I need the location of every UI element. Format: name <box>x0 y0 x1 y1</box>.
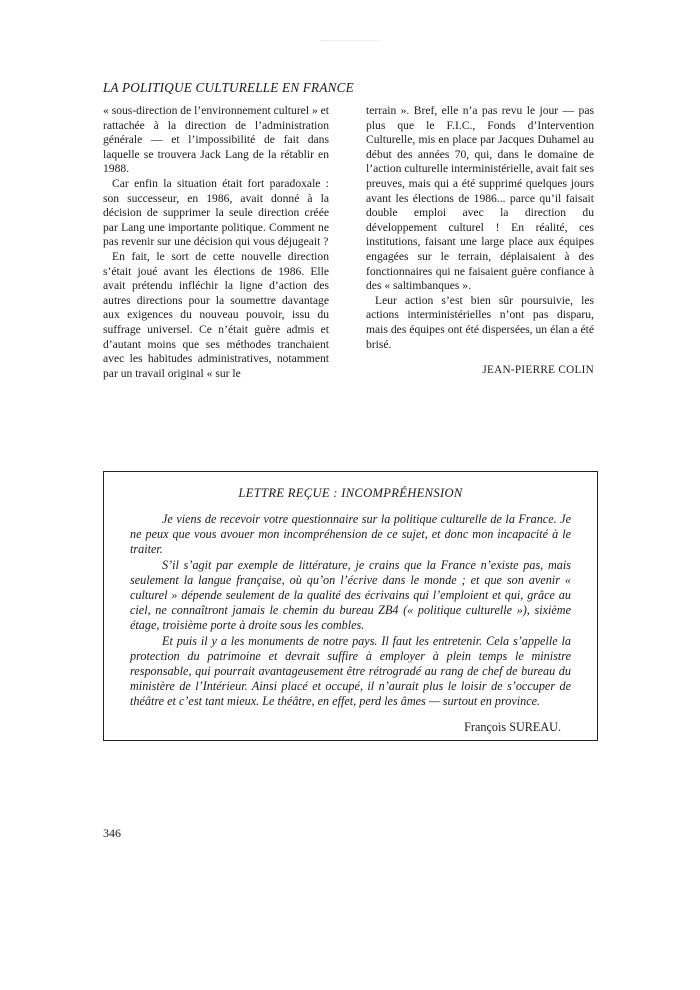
letter-body <box>130 512 571 710</box>
letter-signature-first: François <box>464 719 507 734</box>
letter-signature <box>130 720 571 735</box>
left-paragraph-1: « sous-direction de l’environnement culturel » et rattachée à la direction de l’administration générale — et l’impossibilité de fait dans laquelle se trouvera Jack Lang de la rétablir en 1988. <box>103 104 330 176</box>
letter-signature-last: SUREAU. <box>509 719 561 734</box>
left-column <box>103 104 329 381</box>
right-column <box>366 104 594 378</box>
running-head: LA POLITIQUE CULTURELLE EN FRANCE <box>103 80 354 95</box>
letter-paragraph-1: Je viens de recevoir votre questionnaire sur la politique culturelle de la France. Je ne peux que vous avouer mon incompréhension de ce sujet, et donc mon incapacité à le traiter. <box>130 512 571 557</box>
letter-paragraph-3: Et puis il y a les monuments de notre pays. Il faut les entretenir. Cela s’appelle la protection du patrimoine et devrait suffire à employer à plein temps le ministre responsable, qui pourrait avantageusement être rétrogradé au rang de chef de bureau du ministère de l’Intérieur. Ainsi placé et occupé, il n’aurait plus le loisir de s’occuper de théâtre et c’est tant mieux. Le théâtre, en effet, perd les âmes — surtout en province. <box>130 633 571 709</box>
right-paragraph-2: Leur action s’est bien sûr poursuivie, les actions interministérielles n’ont pas disparu, mais des équipes ont été dispersées, un élan a été brisé. <box>366 293 594 351</box>
article-signature: JEAN-PIERRE COLIN <box>482 364 594 377</box>
letter-title: LETTRE REÇUE : INCOMPRÉHENSION <box>238 486 463 500</box>
right-paragraph-1: terrain ». Bref, elle n’a pas revu le jour — pas plus que le F.I.C., Fonds d’Intervention Culturelle, mis en place par Jacques Duhamel au début des années 70, qui, dans le domaine de l’action culturelle interministérielle, avait fait ses preuves, mais qui a été supprimé quelques jours avant les élections de 1986... parce qu’il faisait double emploi avec la direction du développement culturel ! En réalité, ces institutions, faisant une large place aux équipes engagées sur le terrain, déplaisaient à des fonctionnaires qui ne faisaient guère confiance à des « saltimbanques ». <box>366 104 594 293</box>
letter-box <box>103 471 598 741</box>
scan-artifact <box>320 40 380 42</box>
page-number: 346 <box>103 826 121 840</box>
letter-paragraph-2: S’il s’agit par exemple de littérature, je crains que la France n’existe pas, mais seulement la langue française, où qu’on l’écrive dans le monde ; et que son avenir « culturel » dépende seulement de la qualité des écrivains qui l’emploient et qui, grâce au ciel, ne connaîtront jamais le chemin du bureau ZB4 (« politique culturelle »), sixième étage, troisième porte à droite sous les combles. <box>130 557 571 633</box>
left-paragraph-2: Car enfin la situation était fort paradoxale : son successeur, en 1986, avait donné à la décision de supprimer la seule direction créée par Lang une importante politique. Comment ne pas revenir sur une décision qui vous déjugeait ? <box>103 176 329 249</box>
left-paragraph-3: En fait, le sort de cette nouvelle direction s’était joué avant les élections de 1986. Elle avait prétendu infléchir la ligne d’action des autres directions pour la soumettre davantage aux exigences du nouveau pouvoir, issu du suffrage universel. Ce n’était guère admis et d’autant moins que ses méthodes tranchaient avec les habitudes administratives, notamment par un travail original « sur le <box>103 249 329 380</box>
